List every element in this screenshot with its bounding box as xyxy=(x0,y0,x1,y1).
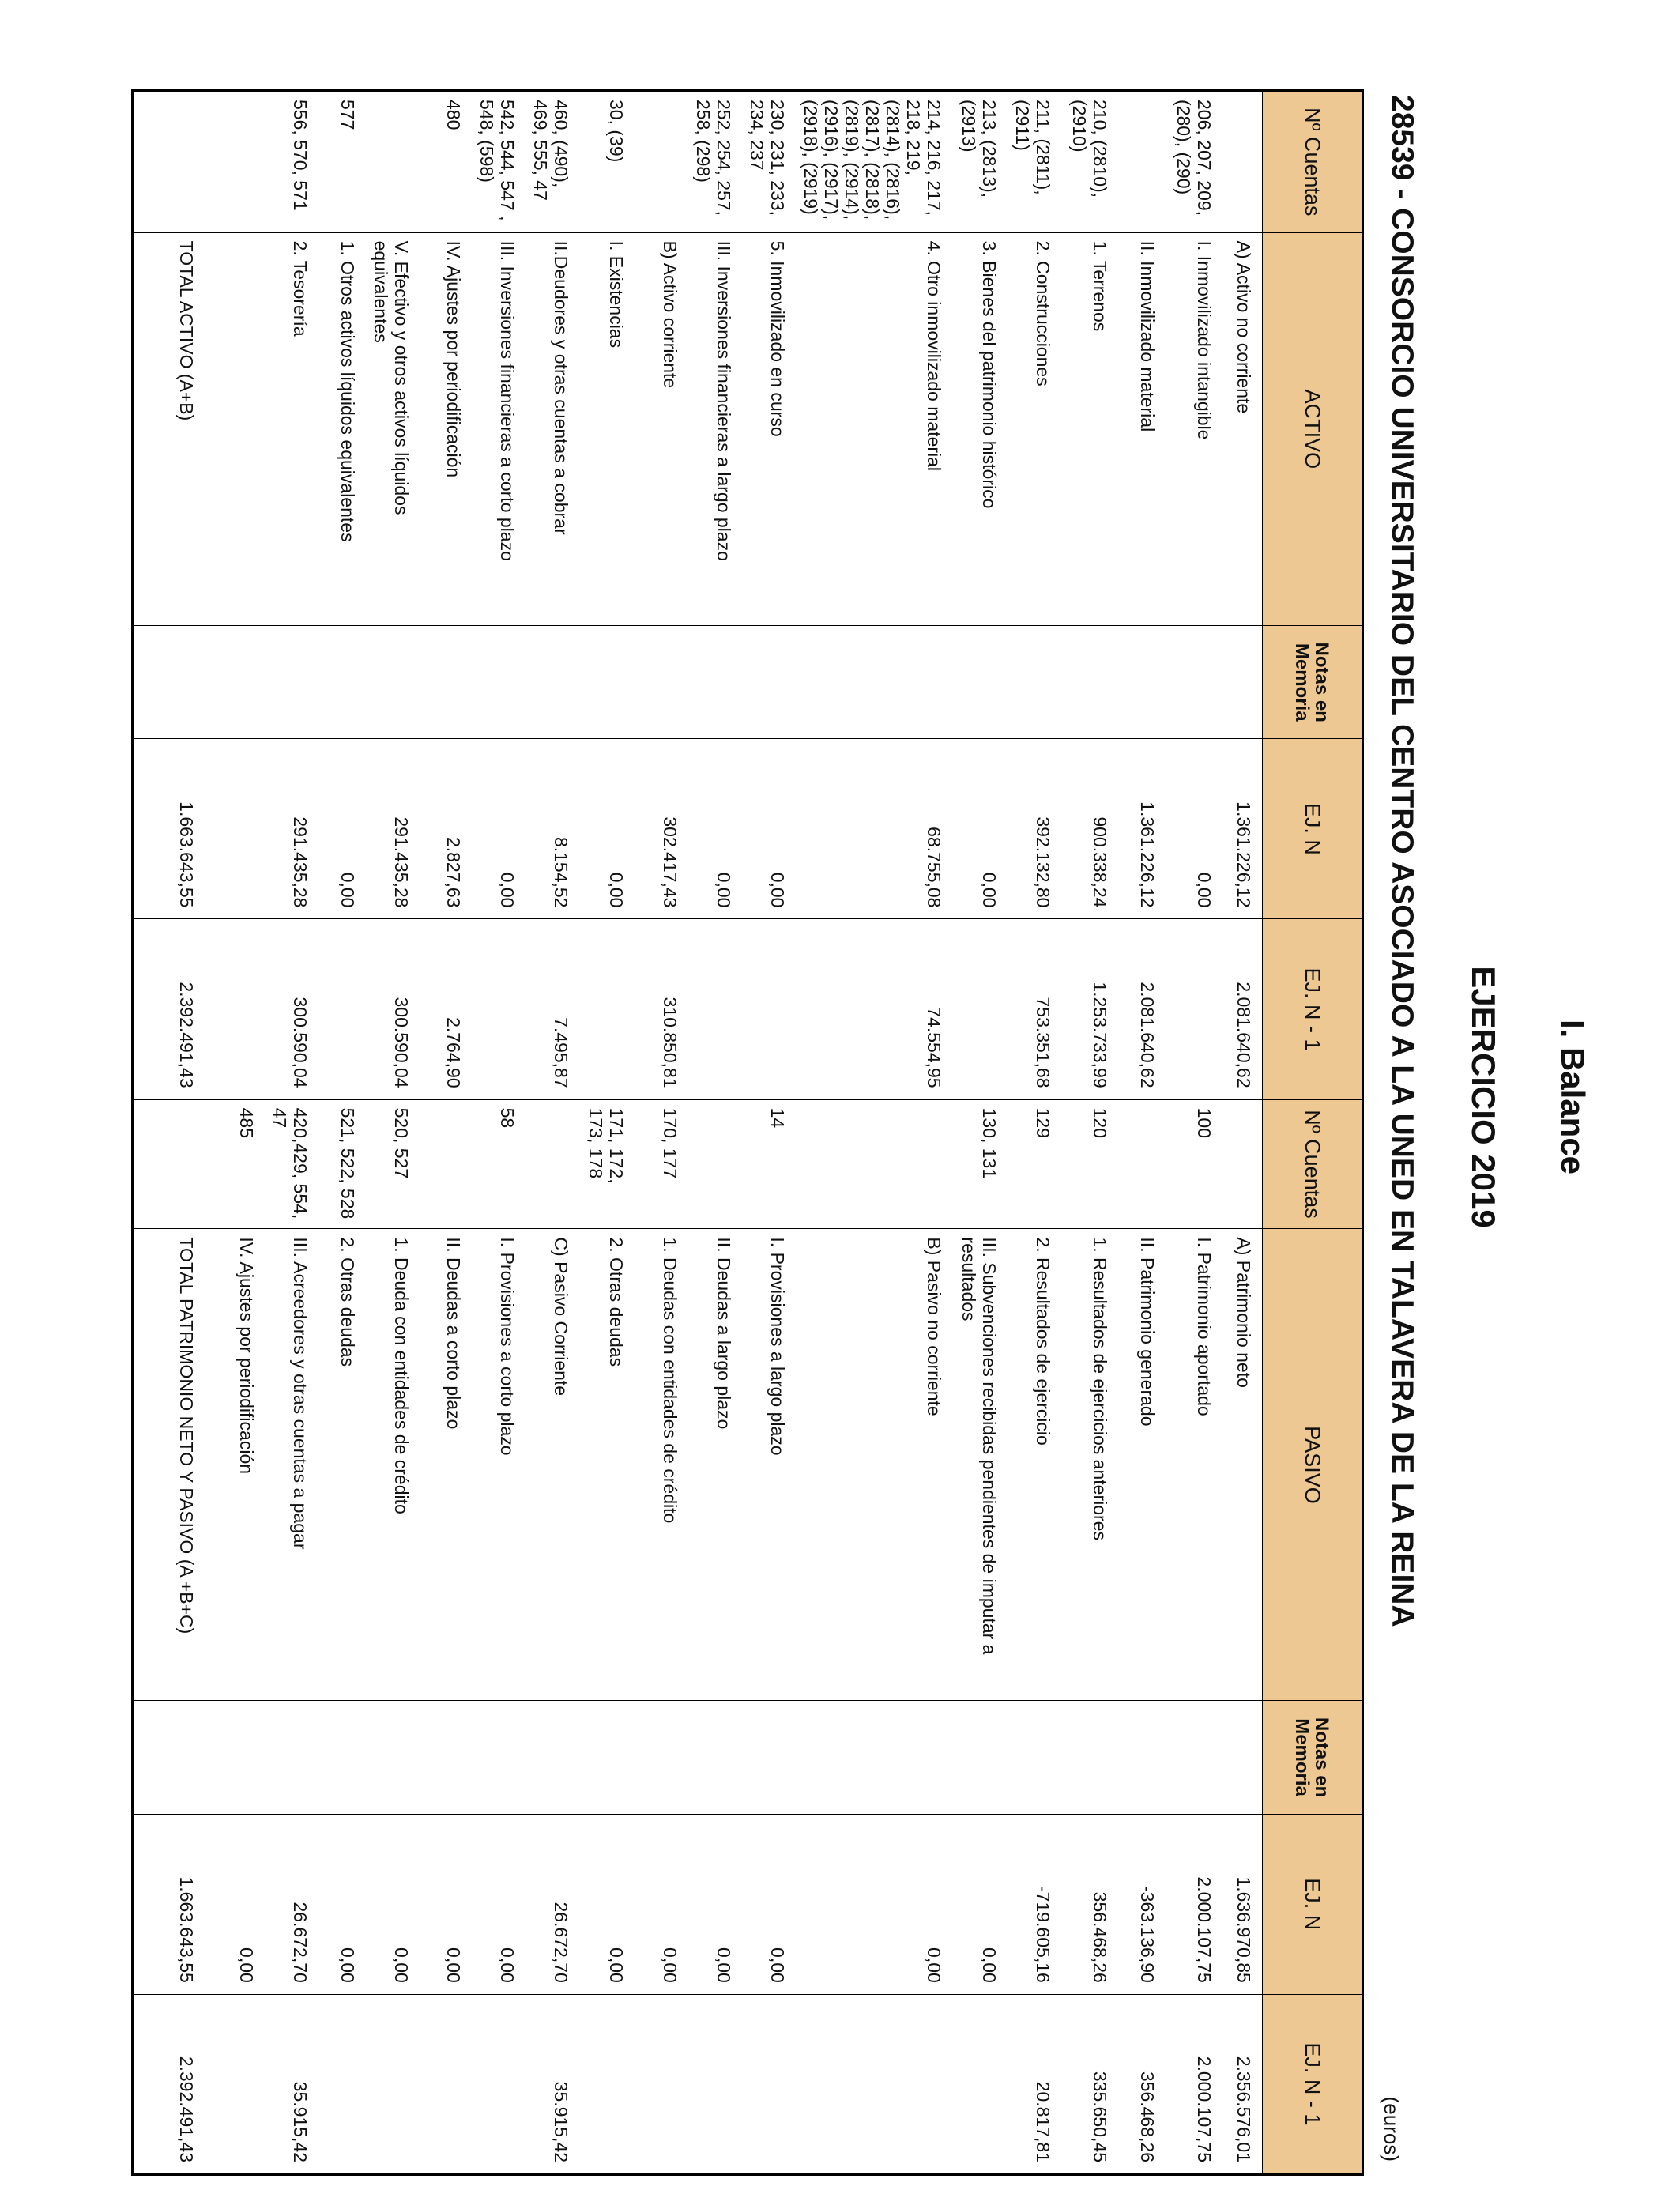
pasivo-notas-cell xyxy=(133,1701,220,1814)
pasivo-concept-cell: III. Acreedores y otras cuentas a pagar xyxy=(266,1229,319,1701)
activo-ejn1-cell xyxy=(319,919,367,1099)
activo-cuentas-cell: 577 xyxy=(319,91,367,233)
activo-concept-cell: 3. Bienes del patrimonio histórico xyxy=(953,232,1008,626)
activo-concept-cell: V. Efectivo y otros activos líquidos equivalentes xyxy=(367,232,420,626)
activo-ejn1-cell xyxy=(220,919,266,1099)
pasivo-ejn1-cell xyxy=(953,1994,1008,2174)
pasivo-ejn-cell: 356.468,26 xyxy=(1062,1814,1119,1994)
activo-ejn-cell: 900.338,24 xyxy=(1062,739,1119,919)
activo-ejn-cell: 1.361.226,12 xyxy=(1119,739,1166,919)
activo-notas-cell xyxy=(797,626,953,739)
pasivo-concept-cell: 1. Deuda con entidades de crédito xyxy=(367,1229,420,1701)
activo-ejn-cell: 0,00 xyxy=(743,739,797,919)
activo-concept-cell: IV. Ajustes por periodificación xyxy=(420,232,473,626)
pasivo-ejn1-cell xyxy=(797,1994,953,2174)
pasivo-ejn1-cell: 35.915,42 xyxy=(526,1994,580,2174)
activo-concept-cell: I. Inmovilizado intangible xyxy=(1166,232,1223,626)
pasivo-concept-cell: 2. Otras deudas xyxy=(580,1229,635,1701)
pasivo-ejn1-cell: 20.817,81 xyxy=(1008,1994,1062,2174)
pasivo-cuentas-cell: 14 xyxy=(743,1099,797,1229)
pasivo-cuentas-cell: 120 xyxy=(1062,1099,1119,1229)
table-header xyxy=(1263,91,1363,2175)
activo-concept-cell: 5. Inmovilizado en curso xyxy=(743,232,797,626)
activo-notas-cell xyxy=(1166,626,1223,739)
activo-notas-cell xyxy=(420,626,473,739)
activo-concept-cell: 4. Otro inmovilizado material xyxy=(797,232,953,626)
activo-cuentas-cell: 230, 231, 233, 234, 237 xyxy=(743,91,797,233)
activo-ejn-cell: 0,00 xyxy=(689,739,743,919)
pasivo-ejn-cell: 0,00 xyxy=(797,1814,953,1994)
pasivo-concept-cell: TOTAL PATRIMONIO NETO Y PASIVO (A +B+C) xyxy=(133,1229,220,1701)
pasivo-notas-cell xyxy=(220,1701,266,1814)
col-activo: ACTIVO xyxy=(1263,232,1363,626)
activo-notas-cell xyxy=(367,626,420,739)
pasivo-ejn-cell: 0,00 xyxy=(635,1814,689,1994)
pasivo-concept-cell: B) Pasivo no corriente xyxy=(797,1229,953,1701)
pasivo-cuentas-cell: 170, 177 xyxy=(635,1099,689,1229)
pasivo-cuentas-cell: 100 xyxy=(1166,1099,1223,1229)
activo-ejn-cell: 1.663.643,55 xyxy=(133,739,220,919)
activo-concept-cell: I. Existencias xyxy=(580,232,635,626)
pasivo-cuentas-cell: 520, 527 xyxy=(367,1099,420,1229)
table-row xyxy=(1119,91,1166,2175)
activo-ejn1-cell: 300.590,04 xyxy=(367,919,420,1099)
activo-cuentas-cell: 556, 570, 571 xyxy=(266,91,319,233)
pasivo-ejn1-cell: 2.000.107,75 xyxy=(1166,1994,1223,2174)
table-row xyxy=(580,91,635,2175)
activo-notas-cell xyxy=(1062,626,1119,739)
pasivo-notas-cell xyxy=(526,1701,580,1814)
table-row xyxy=(1223,91,1263,2175)
activo-ejn-cell: 2.827,63 xyxy=(420,739,473,919)
pasivo-ejn-cell: 26.672,70 xyxy=(526,1814,580,1994)
pasivo-ejn-cell: 0,00 xyxy=(319,1814,367,1994)
activo-ejn-cell: 68.755,08 xyxy=(797,739,953,919)
table-row xyxy=(689,91,743,2175)
table-row xyxy=(367,91,420,2175)
pasivo-concept-cell: 2. Resultados de ejercicio xyxy=(1008,1229,1062,1701)
activo-notas-cell xyxy=(319,626,367,739)
activo-concept-cell: 1. Otros activos líquidos equivalentes xyxy=(319,232,367,626)
activo-ejn1-cell xyxy=(743,919,797,1099)
col-pasivo: PASIVO xyxy=(1263,1229,1363,1701)
activo-ejn1-cell xyxy=(473,919,526,1099)
fiscal-year: EJERCICIO 2019 xyxy=(1465,966,1502,1228)
activo-cuentas-cell xyxy=(1119,91,1166,233)
table-row xyxy=(473,91,526,2175)
pasivo-ejn1-cell xyxy=(367,1994,420,2174)
pasivo-ejn-cell: 0,00 xyxy=(473,1814,526,1994)
pasivo-ejn-cell: 2.000.107,75 xyxy=(1166,1814,1223,1994)
pasivo-ejn-cell: 0,00 xyxy=(220,1814,266,1994)
pasivo-notas-cell xyxy=(1119,1701,1166,1814)
activo-notas-cell xyxy=(133,626,220,739)
pasivo-ejn-cell: 26.672,70 xyxy=(266,1814,319,1994)
pasivo-concept-cell: A) Patrimonio neto xyxy=(1223,1229,1263,1701)
table-row xyxy=(797,91,953,2175)
activo-cuentas-cell: 206, 207, 209, (280), (290) xyxy=(1166,91,1223,233)
pasivo-notas-cell xyxy=(473,1701,526,1814)
activo-concept-cell: 2. Tesorería xyxy=(266,232,319,626)
pasivo-concept-cell: II. Deudas a largo plazo xyxy=(689,1229,743,1701)
pasivo-notas-cell xyxy=(797,1701,953,1814)
pasivo-ejn-cell: 1.636.970,85 xyxy=(1223,1814,1263,1994)
pasivo-ejn-cell: 0,00 xyxy=(953,1814,1008,1994)
activo-cuentas-cell xyxy=(367,91,420,233)
pasivo-concept-cell: III. Subvenciones recibidas pendientes de imputar a resultados xyxy=(953,1229,1008,1701)
pasivo-cuentas-cell xyxy=(1223,1099,1263,1229)
activo-notas-cell xyxy=(266,626,319,739)
pasivo-ejn1-cell: 356.468,26 xyxy=(1119,1994,1166,2174)
table-row xyxy=(420,91,473,2175)
pasivo-concept-cell: II. Patrimonio generado xyxy=(1119,1229,1166,1701)
pasivo-ejn1-cell: 2.356.576,01 xyxy=(1223,1994,1263,2174)
page-title: I. Balance xyxy=(1554,1019,1591,1175)
activo-ejn1-cell: 74.554,95 xyxy=(797,919,953,1099)
activo-notas-cell xyxy=(1008,626,1062,739)
activo-ejn1-cell xyxy=(580,919,635,1099)
pasivo-cuentas-cell: 485 xyxy=(220,1099,266,1229)
pasivo-ejn-cell: -363.136,90 xyxy=(1119,1814,1166,1994)
pasivo-ejn1-cell xyxy=(689,1994,743,2174)
pasivo-notas-cell xyxy=(367,1701,420,1814)
activo-ejn1-cell: 1.253.733,99 xyxy=(1062,919,1119,1099)
col-ejn-pasivo: EJ. N xyxy=(1263,1814,1363,1994)
pasivo-ejn1-cell xyxy=(319,1994,367,2174)
pasivo-ejn1-cell xyxy=(420,1994,473,2174)
activo-ejn1-cell: 310.850,81 xyxy=(635,919,689,1099)
activo-notas-cell xyxy=(526,626,580,739)
activo-ejn-cell: 291.435,28 xyxy=(266,739,319,919)
pasivo-notas-cell xyxy=(1166,1701,1223,1814)
activo-ejn-cell xyxy=(220,739,266,919)
activo-cuentas-cell xyxy=(133,91,220,233)
pasivo-concept-cell: 1. Deudas con entidades de crédito xyxy=(635,1229,689,1701)
activo-notas-cell xyxy=(220,626,266,739)
pasivo-concept-cell: C) Pasivo Corriente xyxy=(526,1229,580,1701)
pasivo-ejn1-cell: 35.915,42 xyxy=(266,1994,319,2174)
activo-notas-cell xyxy=(689,626,743,739)
col-cuentas-pasivo: Nº Cuentas xyxy=(1263,1099,1363,1229)
activo-notas-cell xyxy=(743,626,797,739)
pasivo-cuentas-cell: 171, 172, 173, 178 xyxy=(580,1099,635,1229)
activo-concept-cell: II. Inmovilizado material xyxy=(1119,232,1166,626)
table-row xyxy=(319,91,367,2175)
activo-notas-cell xyxy=(635,626,689,739)
activo-cuentas-cell: 30, (39) xyxy=(580,91,635,233)
activo-cuentas-cell xyxy=(220,91,266,233)
pasivo-cuentas-cell: 129 xyxy=(1008,1099,1062,1229)
pasivo-cuentas-cell: 521, 522, 528 xyxy=(319,1099,367,1229)
pasivo-cuentas-cell xyxy=(1119,1099,1166,1229)
pasivo-ejn1-cell xyxy=(473,1994,526,2174)
pasivo-cuentas-cell: 130, 131 xyxy=(953,1099,1008,1229)
table-row xyxy=(953,91,1008,2175)
activo-cuentas-cell: 480 xyxy=(420,91,473,233)
pasivo-notas-cell xyxy=(580,1701,635,1814)
pasivo-cuentas-cell xyxy=(526,1099,580,1229)
table-row xyxy=(1166,91,1223,2175)
pasivo-ejn1-cell xyxy=(580,1994,635,2174)
activo-ejn-cell: 1.361.226,12 xyxy=(1223,739,1263,919)
pasivo-ejn-cell: 0,00 xyxy=(367,1814,420,1994)
activo-cuentas-cell: 213, (2813), (2913) xyxy=(953,91,1008,233)
pasivo-ejn1-cell xyxy=(743,1994,797,2174)
activo-concept-cell: B) Activo corriente xyxy=(635,232,689,626)
activo-cuentas-cell: 214, 216, 217, 218, 219, (2814), (2816), (2817), (2818), (2819), (2914), (2916), (2917), (2918), (2919) xyxy=(797,91,953,233)
pasivo-ejn1-cell: 2.392.491,43 xyxy=(133,1994,220,2174)
pasivo-concept-cell: I. Provisiones a largo plazo xyxy=(743,1229,797,1701)
pasivo-notas-cell xyxy=(1223,1701,1263,1814)
pasivo-cuentas-cell xyxy=(133,1099,220,1229)
table-row xyxy=(743,91,797,2175)
activo-concept-cell xyxy=(220,232,266,626)
activo-cuentas-cell: 460, (490), 469, 555, 47 xyxy=(526,91,580,233)
activo-ejn-cell: 0,00 xyxy=(473,739,526,919)
pasivo-concept-cell: I. Provisiones a corto plazo xyxy=(473,1229,526,1701)
table-row xyxy=(133,91,220,2175)
activo-cuentas-cell xyxy=(635,91,689,233)
activo-ejn-cell: 392.132,80 xyxy=(1008,739,1062,919)
pasivo-notas-cell xyxy=(1008,1701,1062,1814)
activo-ejn-cell: 302.417,43 xyxy=(635,739,689,919)
activo-ejn1-cell xyxy=(953,919,1008,1099)
entity-name: 28539 - CONSORCIO UNIVERSITARIO DEL CENTRO ASOCIADO A LA UNED EN TALAVERA DE LA REINA xyxy=(1385,95,1419,1627)
pasivo-cuentas-cell xyxy=(797,1099,953,1229)
pasivo-ejn-cell: 0,00 xyxy=(743,1814,797,1994)
pasivo-notas-cell xyxy=(635,1701,689,1814)
pasivo-ejn-cell: 0,00 xyxy=(420,1814,473,1994)
table-row xyxy=(266,91,319,2175)
col-notas-pasivo: Notas en Memoria xyxy=(1263,1701,1363,1814)
pasivo-cuentas-cell xyxy=(689,1099,743,1229)
activo-ejn-cell: 291.435,28 xyxy=(367,739,420,919)
pasivo-notas-cell xyxy=(266,1701,319,1814)
col-cuentas-activo: Nº Cuentas xyxy=(1263,91,1363,233)
col-ejn1-activo: EJ. N - 1 xyxy=(1263,919,1363,1099)
pasivo-cuentas-cell xyxy=(420,1099,473,1229)
activo-cuentas-cell: 252, 254, 257, 258, (298) xyxy=(689,91,743,233)
activo-concept-cell: III. Inversiones financieras a corto plazo xyxy=(473,232,526,626)
pasivo-notas-cell xyxy=(689,1701,743,1814)
pasivo-notas-cell xyxy=(953,1701,1008,1814)
activo-notas-cell xyxy=(1119,626,1166,739)
col-ejn-activo: EJ. N xyxy=(1263,739,1363,919)
activo-ejn1-cell: 2.392.491,43 xyxy=(133,919,220,1099)
activo-concept-cell: TOTAL ACTIVO (A+B) xyxy=(133,232,220,626)
activo-cuentas-cell: 542, 544, 547 , 548, (598) xyxy=(473,91,526,233)
col-ejn1-pasivo: EJ. N - 1 xyxy=(1263,1994,1363,2174)
activo-ejn1-cell: 7.495,87 xyxy=(526,919,580,1099)
pasivo-concept-cell: II. Deudas a corto plazo xyxy=(420,1229,473,1701)
activo-cuentas-cell: 211, (2811), (2911) xyxy=(1008,91,1062,233)
activo-notas-cell xyxy=(580,626,635,739)
activo-cuentas-cell: 210, (2810), (2910) xyxy=(1062,91,1119,233)
pasivo-ejn-cell: 0,00 xyxy=(580,1814,635,1994)
col-notas-activo: Notas en Memoria xyxy=(1263,626,1363,739)
activo-ejn-cell: 0,00 xyxy=(319,739,367,919)
activo-concept-cell: 2. Construcciones xyxy=(1008,232,1062,626)
table-row xyxy=(1062,91,1119,2175)
activo-concept-cell: A) Activo no corriente xyxy=(1223,232,1263,626)
pasivo-notas-cell xyxy=(743,1701,797,1814)
pasivo-concept-cell: I. Patrimonio aportado xyxy=(1166,1229,1223,1701)
pasivo-cuentas-cell: 420,429, 554, 47 xyxy=(266,1099,319,1229)
pasivo-notas-cell xyxy=(319,1701,367,1814)
pasivo-ejn-cell: 1.663.643,55 xyxy=(133,1814,220,1994)
table-body xyxy=(133,91,1263,2175)
table-row xyxy=(635,91,689,2175)
currency-note: (euros) xyxy=(1380,2096,1403,2162)
activo-ejn-cell: 0,00 xyxy=(580,739,635,919)
pasivo-ejn1-cell: 335.650,45 xyxy=(1062,1994,1119,2174)
pasivo-notas-cell xyxy=(1062,1701,1119,1814)
pasivo-ejn1-cell xyxy=(635,1994,689,2174)
activo-concept-cell: II.Deudores y otras cuentas a cobrar xyxy=(526,232,580,626)
activo-ejn1-cell: 300.590,04 xyxy=(266,919,319,1099)
activo-ejn1-cell: 2.764,90 xyxy=(420,919,473,1099)
activo-ejn-cell: 0,00 xyxy=(953,739,1008,919)
activo-notas-cell xyxy=(953,626,1008,739)
pasivo-ejn-cell: 0,00 xyxy=(689,1814,743,1994)
table-row xyxy=(220,91,266,2175)
table-row xyxy=(526,91,580,2175)
table-row xyxy=(1008,91,1062,2175)
activo-cuentas-cell xyxy=(1223,91,1263,233)
activo-ejn1-cell xyxy=(689,919,743,1099)
activo-concept-cell: 1. Terrenos xyxy=(1062,232,1119,626)
pasivo-ejn1-cell xyxy=(220,1994,266,2174)
activo-ejn-cell: 8.154,52 xyxy=(526,739,580,919)
activo-ejn1-cell: 2.081.640,62 xyxy=(1119,919,1166,1099)
pasivo-notas-cell xyxy=(420,1701,473,1814)
pasivo-concept-cell: 1. Resultados de ejercicios anteriores xyxy=(1062,1229,1119,1701)
activo-concept-cell: III. Inversiones financieras a largo plazo xyxy=(689,232,743,626)
activo-ejn-cell: 0,00 xyxy=(1166,739,1223,919)
activo-notas-cell xyxy=(473,626,526,739)
activo-notas-cell xyxy=(1223,626,1263,739)
activo-ejn1-cell: 753.351,68 xyxy=(1008,919,1062,1099)
pasivo-ejn-cell: -719.605,16 xyxy=(1008,1814,1062,1994)
activo-ejn1-cell: 2.081.640,62 xyxy=(1223,919,1263,1099)
activo-ejn1-cell xyxy=(1166,919,1223,1099)
pasivo-concept-cell: 2. Otras deudas xyxy=(319,1229,367,1701)
pasivo-cuentas-cell: 58 xyxy=(473,1099,526,1229)
pasivo-concept-cell: IV. Ajustes por periodificación xyxy=(220,1229,266,1701)
balance-table xyxy=(131,89,1364,2176)
